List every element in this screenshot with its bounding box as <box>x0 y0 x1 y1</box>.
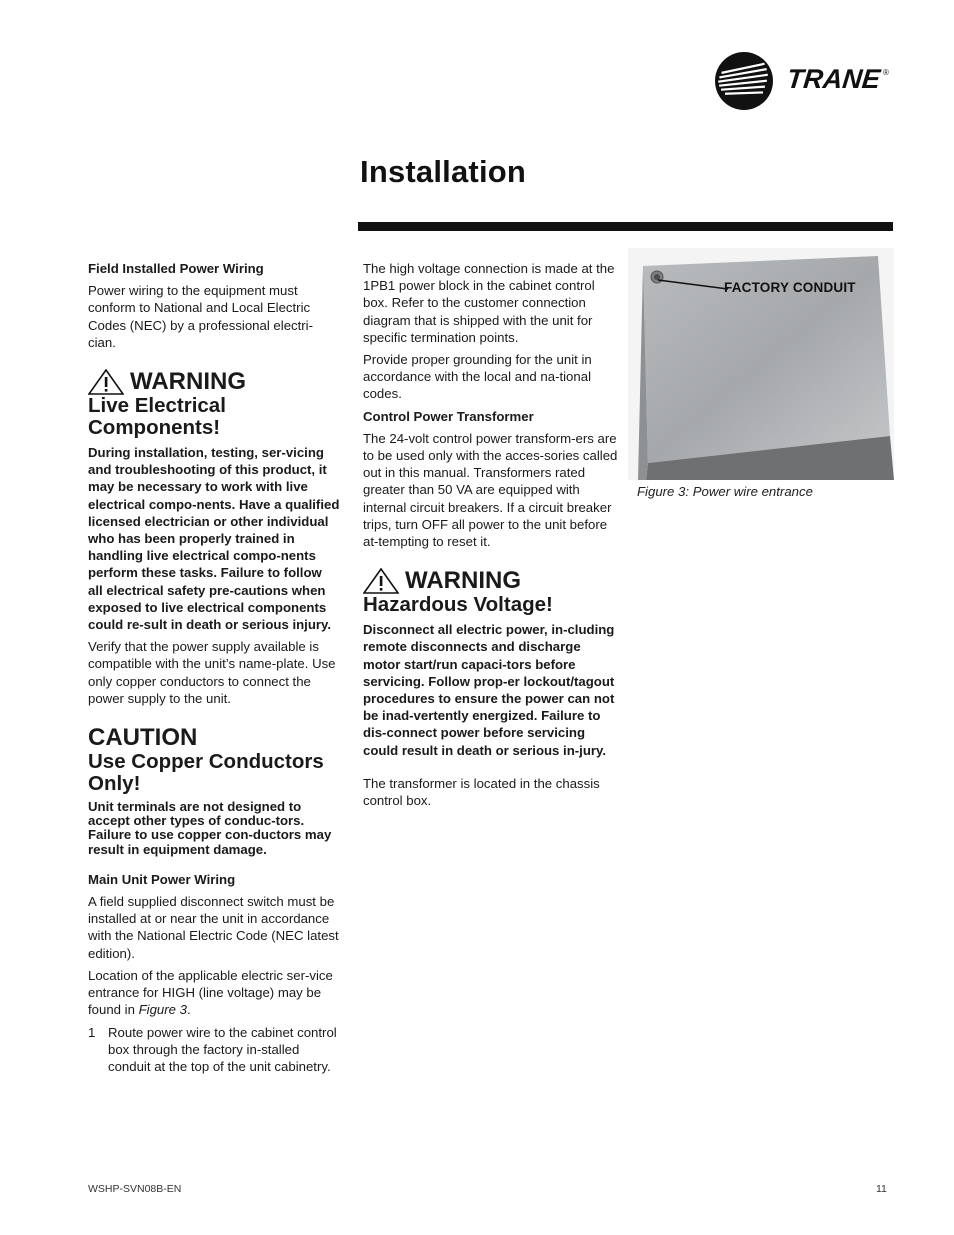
title-rule <box>358 222 893 231</box>
page-title: Installation <box>360 154 527 189</box>
location-text-end: . <box>187 1002 191 1018</box>
trane-logo <box>715 52 890 110</box>
footer-document-id: WSHP-SVN08B-EN <box>88 1183 182 1195</box>
transformer-location-text: The transformer is located in the chassis control box. <box>363 775 600 809</box>
trane-logo-mark <box>715 52 773 110</box>
warning-live-electrical-header <box>88 369 340 395</box>
trane-wordmark: TRANE <box>785 64 882 94</box>
cpt-text: The 24-volt control power transform-ers are to be used only with the acces-sories called out in this manual. Transformers rated greater than 50 VA are equipped with internal circuit breakers. If a circuit breaker trips, turn OFF all power to the unit before at-tempting to reset it. <box>363 430 618 550</box>
caution-subtitle: Use Copper Conductors Only! <box>88 750 324 796</box>
column-middle <box>363 260 619 814</box>
warning-hazardous-voltage-header <box>363 568 619 594</box>
field-wiring-heading: Field Installed Power Wiring <box>88 261 264 276</box>
footer-page-number: 11 <box>876 1183 887 1195</box>
list-item <box>88 1024 340 1076</box>
field-wiring-text: Power wiring to the equipment must conform to National and Local Electric Codes (NEC) by a professional electri-cian. <box>88 283 314 350</box>
high-voltage-text: The high voltage connection is made at the 1PB1 power block in the cabinet control box. Refer to the customer connection diagram that is shipped with the unit for specific termination points. <box>363 261 615 345</box>
warning-body: Disconnect all electric power, in-cluding remote disconnects and discharge motor start/run capaci-tors before servicing. Follow prop-er lockout/tagout procedures to ensure the power can not be inad-vertently energized. Failure to dis-connect power before servicing could result in death or serious in-jury. <box>363 622 615 758</box>
warning-subtitle: Live Electrical Components! <box>88 394 226 440</box>
warning-triangle-icon <box>363 568 399 594</box>
cpt-heading: Control Power Transformer <box>363 408 534 424</box>
registered-mark: ® <box>883 68 889 77</box>
main-wiring-text: A field supplied disconnect switch must be installed at or near the unit in accordance with the National Electric Code (NEC latest edition). <box>88 894 339 961</box>
main-wiring-heading: Main Unit Power Wiring <box>88 871 236 887</box>
caution-word: CAUTION <box>88 724 198 752</box>
location-text-main: Location of the applicable electric ser-vice entrance for HIGH (line voltage) may be found in <box>88 967 333 1018</box>
warning-word: WARNING <box>405 567 521 595</box>
verify-text: Verify that the power supply available is compatible with the unit’s name-plate. Use only copper conductors to connect the power supply to the unit. <box>88 639 336 706</box>
column-left <box>88 260 340 1075</box>
figure-reference-link[interactable]: Figure 3 <box>138 1002 187 1018</box>
factory-conduit-label: FACTORY CONDUIT <box>724 280 856 295</box>
list-item-number: 1 <box>88 1024 96 1040</box>
warning-subtitle: Hazardous Voltage! <box>363 593 553 617</box>
warning-word: WARNING <box>130 368 246 396</box>
figure-caption: Figure 3: Power wire entrance <box>637 484 813 499</box>
warning-triangle-icon <box>88 369 124 395</box>
caution-body: Unit terminals are not designed to accept other types of conduc-tors. Failure to use copper con-ductors may result in equipment damage. <box>88 799 332 857</box>
list-item-text: Route power wire to the cabinet control box through the factory in-stalled conduit at the top of the unit cabinetry. <box>108 1024 337 1074</box>
location-text <box>88 967 340 1019</box>
grounding-text: Provide proper grounding for the unit in accordance with the local and na-tional codes. <box>363 352 592 402</box>
warning-body: During installation, testing, ser-vicing and troubleshooting of this product, it may be necessary to work with live electrical compo-nents. Have a qualified licensed electrician or other individual who has been properly trained in handling live electrical compo-nents perform these tasks. Failure to follow all electrical safety pre-cautions when exposed to live electrical components could re-sult in death or serious injury. <box>88 445 340 633</box>
